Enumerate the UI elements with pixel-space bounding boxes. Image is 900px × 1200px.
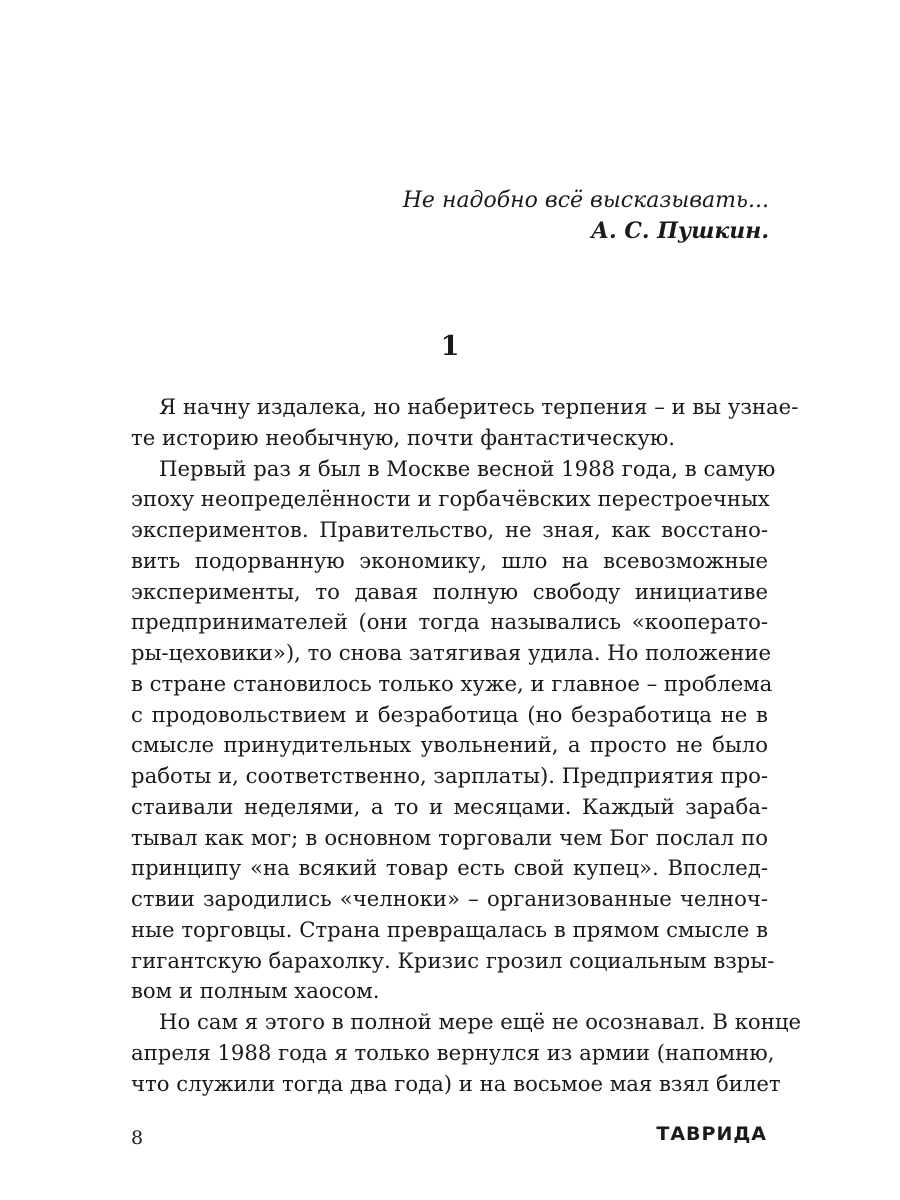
text-line: гигантскую барахолку. Кризис грозил социальным взры- [131,947,775,973]
text-line: стаивали неделями, а то и месяцами. Каждый зараба- [131,793,768,819]
text-line: принципу «на всякий товар есть свой купец». Впослед- [131,855,768,881]
text-line: Я начну издалека, но наберитесь терпения – и вы узнае- [159,394,799,419]
text-line: Но сам я этого в полной мере ещё не осознавал. В конце [159,1009,801,1034]
text-line: вить подорванную экономику, шло на всевозможные [131,547,768,573]
text-line: вом и полным хаосом. [131,978,380,1004]
page-number: 8 [131,1127,144,1149]
text-line: апреля 1988 года я только вернулся из армии (напомню, [131,1039,775,1065]
text-line: экспериментов. Правительство, не зная, как восстано- [131,517,768,542]
text-line: ствии зародились «челноки» – организованные челноч- [131,886,768,911]
text-line: смысле принудительных увольнений, а просто не было [131,732,768,758]
text-line: предпринимателей (они тогда назывались «кооперато- [131,609,768,635]
text-line: ные торговцы. Страна превращалась в прямом смысле в [131,916,768,942]
text-line: те историю необычную, почти фантастическую. [131,424,676,450]
text-line: тывал как мог; в основном торговали чем Бог послал по [131,824,768,850]
text-line: эпоху неопределённости и горбачёвских перестроечных [131,486,770,512]
body-text [131,392,801,1099]
chapter-number: 1 [440,331,460,362]
epigraph [403,186,769,246]
text-line: ры-цеховики»), то снова затягивая удила. Но положение [131,640,772,665]
epigraph-quote: Не надобно всё высказывать... [402,188,769,213]
text-line: эксперименты, то давая полную свободу инициативе [131,578,768,604]
text-line: что служили тогда два года) и на восьмое мая взял билет [131,1070,781,1096]
publisher-logo: ТАВРИДА [656,1123,767,1145]
text-line: с продовольствием и безработица (но безработица не в [131,701,768,727]
text-line: Первый раз я был в Москве весной 1988 года, в самую [159,455,776,481]
text-line: работы и, соответственно, зарплаты). Предприятия про- [131,763,769,788]
text-line: в стране становилось только хуже, и главное – проблема [131,670,773,696]
epigraph-author: А. С. Пушкин. [591,218,769,244]
